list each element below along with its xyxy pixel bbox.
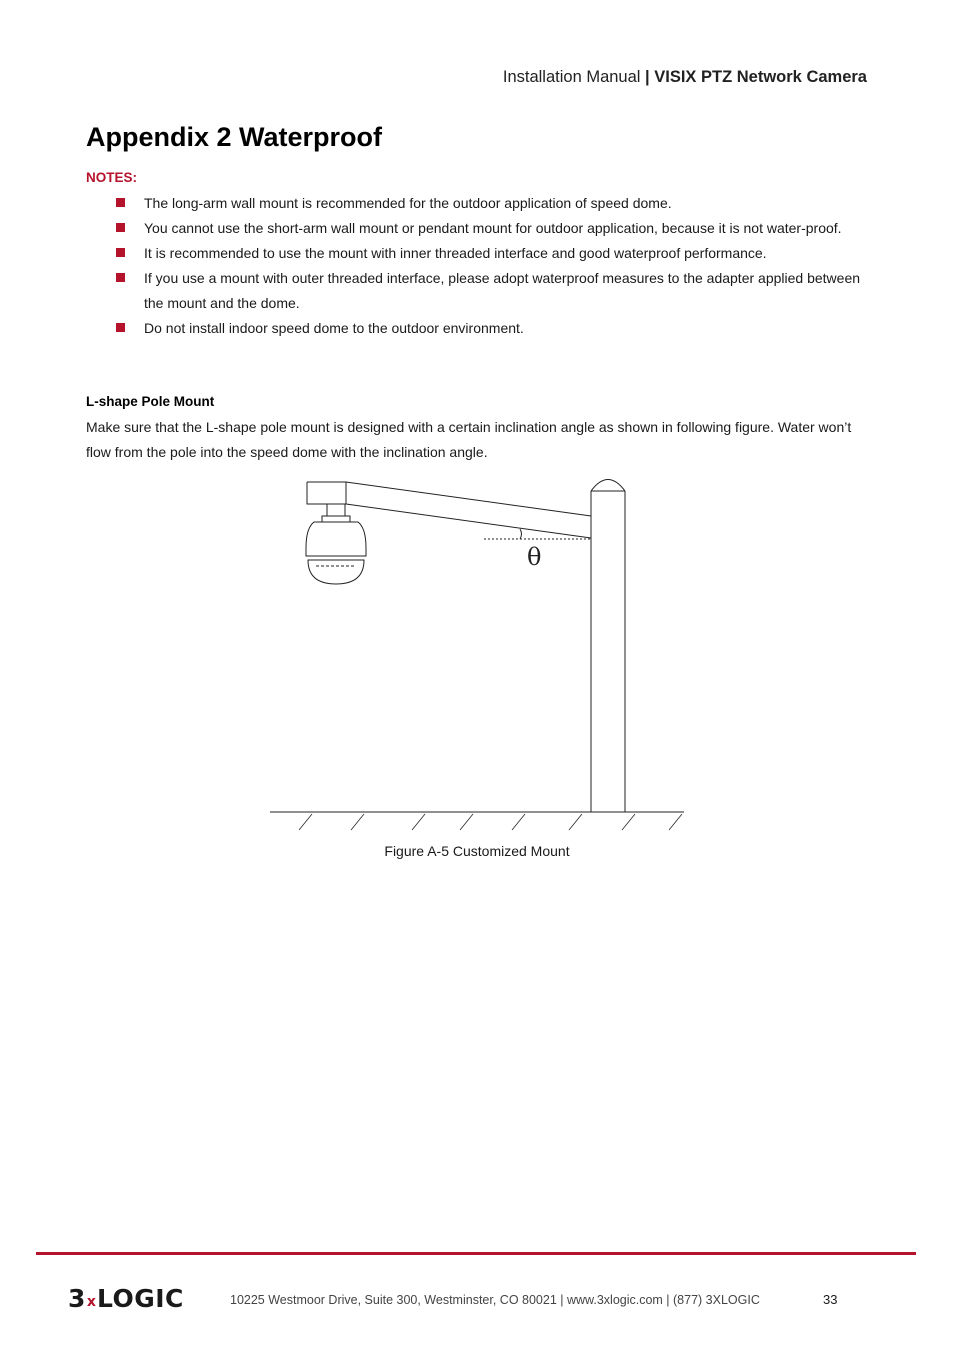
- figure-caption: Figure A-5 Customized Mount: [384, 843, 570, 859]
- section-body: Make sure that the L-shape pole mount is designed with a certain inclination angle as shown in following figure. Water won’t flow from the pole into the speed dome with the inclination angle.: [86, 419, 852, 460]
- header-separator: |: [645, 68, 655, 86]
- mount-arm: [307, 482, 591, 538]
- note-item: [116, 216, 861, 241]
- square-bullet-icon: [116, 198, 125, 207]
- note-text: Do not install indoor speed dome to the outdoor environment.: [144, 320, 524, 336]
- bracket-block: [327, 504, 345, 516]
- note-text: It is recommended to use the mount with inner threaded interface and good waterproof performance.: [144, 245, 767, 261]
- logo-prefix: 3: [68, 1284, 86, 1313]
- note-item: [116, 191, 861, 216]
- note-text: You cannot use the short-arm wall mount or pendant mount for outdoor application, because it is not water-proof.: [144, 220, 842, 236]
- square-bullet-icon: [116, 323, 125, 332]
- logo-x: x: [86, 1294, 96, 1310]
- note-text: If you use a mount with outer threaded interface, please adopt waterproof measures to the adapter applied between the mount and the dome.: [144, 270, 861, 311]
- camera-dome: [308, 560, 364, 584]
- pole-shape: [591, 480, 625, 813]
- square-bullet-icon: [116, 248, 125, 257]
- header-doc-type: Installation Manual: [502, 68, 641, 86]
- footer-divider: [36, 1252, 916, 1255]
- logo-suffix: LOGIC: [96, 1284, 184, 1313]
- page-number: 33: [823, 1292, 838, 1307]
- notes-list: [116, 191, 861, 341]
- camera-housing: [306, 522, 366, 556]
- bracket-collar: [322, 516, 350, 522]
- note-item: [116, 266, 861, 316]
- square-bullet-icon: [116, 223, 125, 232]
- section-heading: L-shape Pole Mount: [86, 394, 215, 409]
- note-text: The long-arm wall mount is recommended for the outdoor application of speed dome.: [144, 195, 672, 211]
- brand-logo: [68, 1285, 184, 1313]
- note-item: [116, 316, 861, 341]
- square-bullet-icon: [116, 273, 125, 282]
- footer-address: 10225 Westmoor Drive, Suite 300, Westminster, CO 80021 | www.3xlogic.com | (877) 3XLOGIC: [230, 1293, 760, 1307]
- page-title: Appendix 2 Waterproof: [86, 122, 383, 152]
- notes-label: NOTES:: [86, 170, 138, 185]
- pole-mount-figure: [262, 468, 692, 843]
- page-header: [503, 68, 867, 87]
- ground-hatching: [299, 814, 682, 830]
- angle-symbol: θ: [527, 543, 542, 571]
- angle-arc: [520, 529, 522, 539]
- pole-mount-diagram: [262, 468, 692, 838]
- header-product: VISIX PTZ Network Camera: [654, 68, 867, 86]
- note-item: [116, 241, 861, 266]
